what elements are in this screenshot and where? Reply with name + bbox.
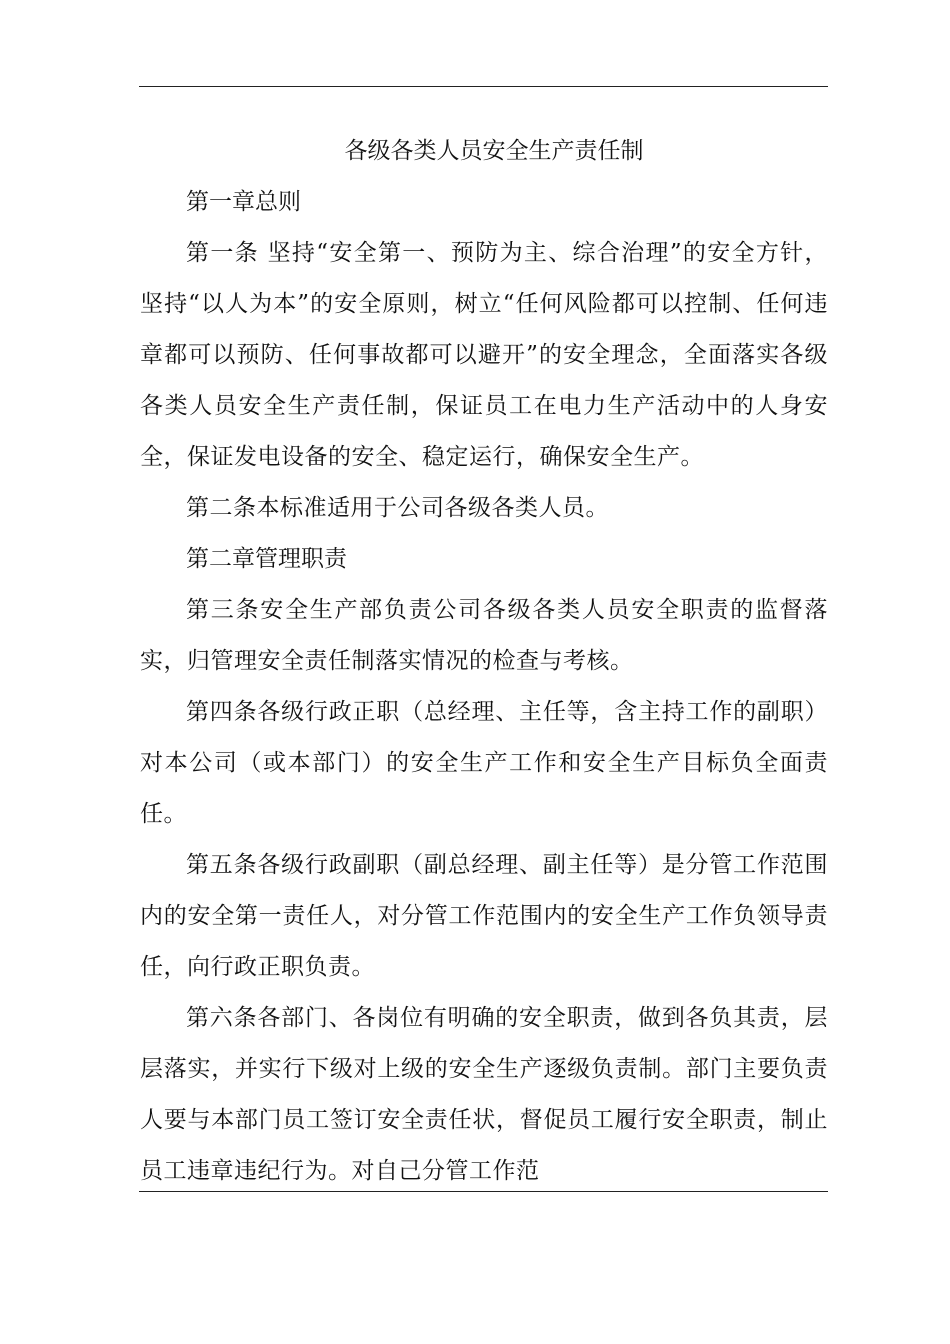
article-3: 第三条安全生产部负责公司各级各类人员安全职责的监督落实，归管理安全责任制落实情况的检查与考核。 — [140, 597, 828, 674]
article-2: 第二条本标准适用于公司各级各类人员。 — [186, 495, 609, 521]
footer-rule — [139, 1191, 828, 1192]
article-4: 第四条各级行政正职（总经理、主任等，含主持工作的副职）对本公司（或本部门）的安全生产工作和安全生产目标负全面责任。 — [140, 699, 828, 827]
document-title: 各级各类人员安全生产责任制 — [344, 138, 644, 164]
article-5: 第五条各级行政副职（副总经理、副主任等）是分管工作范围内的安全第一责任人，对分管工作范围内的安全生产工作负领导责任，向行政正职负责。 — [140, 852, 828, 980]
header-rule — [139, 86, 828, 87]
article-1: 第一条 坚持“安全第一、预防为主、综合治理”的安全方针，坚持“以人为本”的安全原则，树立“任何风险都可以控制、任何违章都可以预防、任何事故都可以避开”的安全理念，全面落实各级各类人员安全生产责任制，保证员工在电力生产活动中的人身安全，保证发电设备的安全、稳定运行，确保安全生产。 — [140, 240, 828, 470]
document-body — [140, 126, 828, 1197]
chapter-heading-1: 第一章总则 — [186, 189, 301, 215]
chapter-heading-2: 第二章管理职责 — [186, 546, 347, 572]
article-6: 第六条各部门、各岗位有明确的安全职责，做到各负其责，层层落实，并实行下级对上级的安全生产逐级负责制。部门主要负责人要与本部门员工签订安全责任状，督促员工履行安全职责，制止员工违章违纪行为。对自己分管工作范 — [140, 1005, 828, 1184]
